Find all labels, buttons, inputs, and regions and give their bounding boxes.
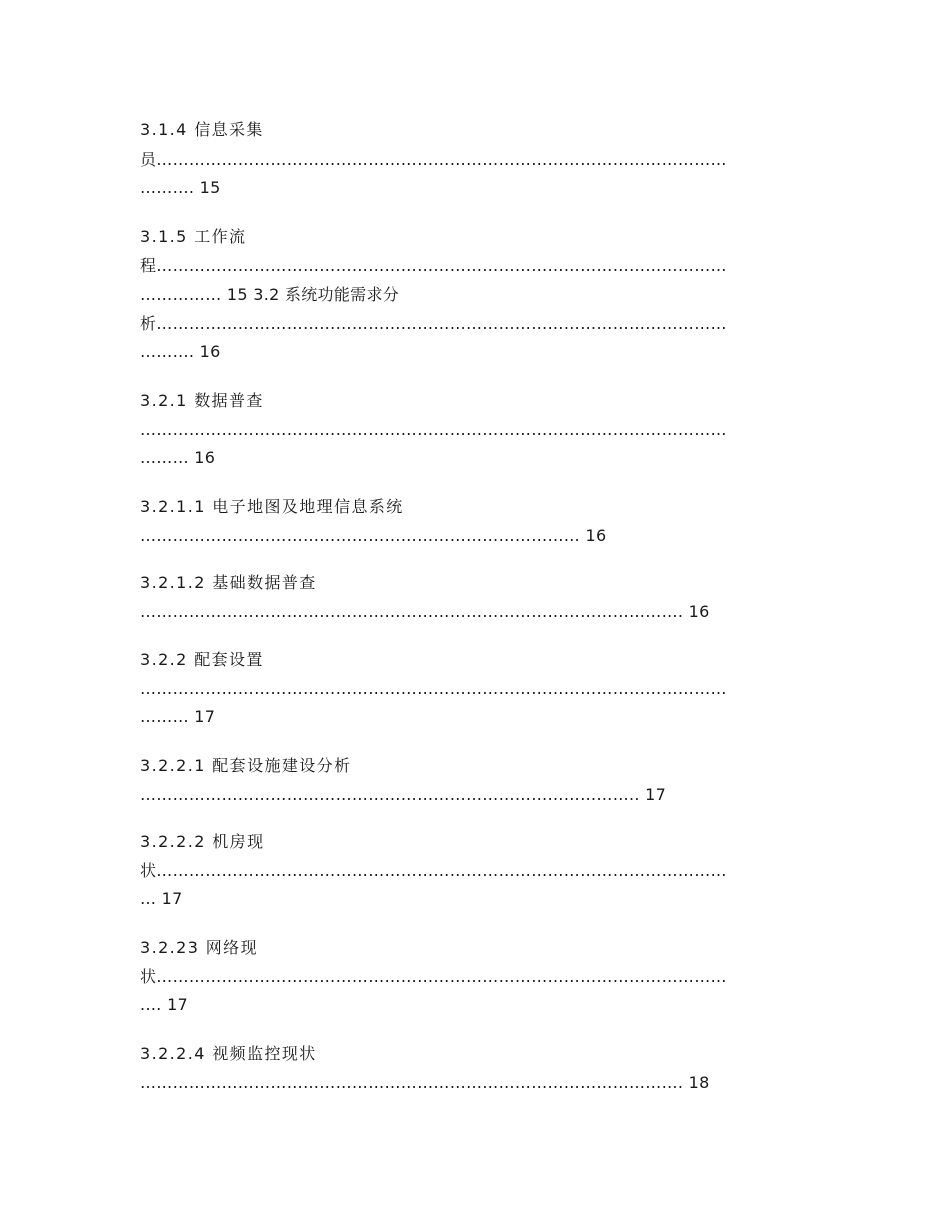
- toc-leader: ……………………………………………………………………… 16: [140, 526, 607, 545]
- toc-heading: 3.2.23 网络现: [140, 938, 258, 957]
- toc-leader: 状……………………………………………………………………………………………: [140, 967, 727, 986]
- toc-page-number: ………. 15: [140, 178, 221, 197]
- toc-page-number: .… 17: [140, 995, 189, 1014]
- toc-heading: 3.2.2.1 配套设施建设分析: [140, 756, 352, 775]
- toc-leader: 析……………………………………………………………………………………………: [140, 314, 727, 333]
- toc-heading: 3.2.2 配套设置: [140, 650, 264, 669]
- toc-leader: ………………………………………………………………………………………………: [140, 679, 727, 698]
- toc-leader: 状……………………………………………………………………………………………: [140, 861, 727, 880]
- toc-leader: ……………………………………………………………………………….. 17: [140, 785, 667, 804]
- toc-page-number: ……… 16: [140, 448, 216, 467]
- toc-leader: ………………………………………………………………………………………. 16: [140, 602, 710, 621]
- toc-leader: ………………………………………………………………………………………………: [140, 420, 727, 439]
- toc-heading: 3.2.2.2 机房现: [140, 832, 265, 851]
- toc-heading: 3.2.1.2 基础数据普查: [140, 573, 317, 592]
- toc-heading: 3.1.5 工作流: [140, 227, 247, 246]
- toc-page-number: ………. 16: [140, 342, 221, 361]
- toc-leader: 员……………………………………………………………………………………………: [140, 150, 727, 169]
- toc-page-number: ……… 17: [140, 707, 216, 726]
- toc-leader: 程……………………………………………………………………………………………: [140, 256, 727, 275]
- toc-heading: 3.1.4 信息采集: [140, 120, 264, 139]
- toc-page-number: … 17: [140, 889, 183, 908]
- toc-leader: …………… 15 3.2 系统功能需求分: [140, 285, 400, 304]
- toc-heading: 3.2.1 数据普查: [140, 391, 264, 410]
- toc-heading: 3.2.1.1 电子地图及地理信息系统: [140, 497, 404, 516]
- toc-leader: ………………………………………………………………………………………. 18: [140, 1073, 710, 1092]
- toc-heading: 3.2.2.4 视频监控现状: [140, 1044, 317, 1063]
